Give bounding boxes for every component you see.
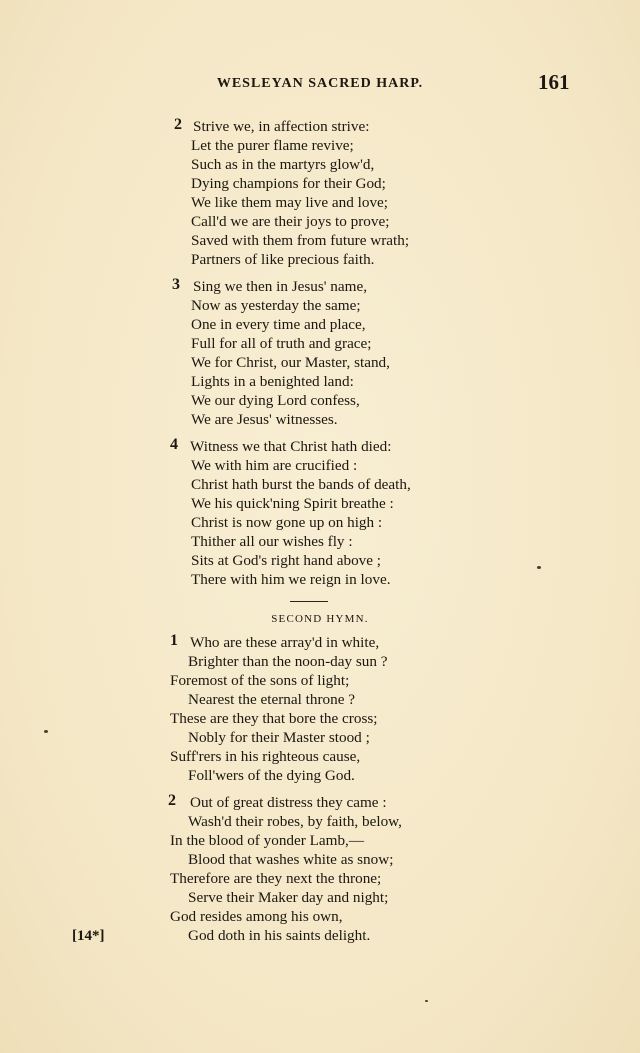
page-number: 161 [538, 70, 570, 94]
verse-line: Brighter than the noon-day sun ? [188, 653, 388, 670]
verse-line: Partners of like precious faith. [191, 251, 375, 268]
verse-line: Wash'd their robes, by faith, below, [188, 813, 402, 830]
verse-line: One in every time and place, [191, 316, 366, 333]
verse-line: God resides among his own, [170, 908, 343, 925]
verse-line: Christ is now gone up on high : [191, 514, 383, 531]
verse-line: Saved with them from future wrath; [191, 232, 410, 249]
verse-line: Sing we then in Jesus' name, [193, 278, 367, 295]
verse-line: Foll'wers of the dying God. [188, 767, 355, 784]
verse-line: Christ hath burst the bands of death, [191, 476, 411, 493]
verse-line: Nearest the eternal throne ? [188, 691, 355, 708]
verse-line: Now as yesterday the same; [191, 297, 361, 314]
running-head: WESLEYAN SACRED HARP. [216, 76, 424, 91]
stanza-number: 4 [170, 436, 178, 453]
stanza-number: 2 [174, 116, 182, 133]
verse-line: Serve their Maker day and night; [188, 889, 389, 906]
stanza-number: 2 [168, 792, 176, 809]
verse-line: Thither all our wishes fly : [191, 533, 353, 550]
verse-line: There with him we reign in love. [191, 571, 391, 588]
second-hymn-heading: SECOND HYMN. [271, 613, 369, 625]
verse-line: Sits at God's right hand above ; [191, 552, 382, 569]
verse-line: Therefore are they next the throne; [170, 870, 382, 887]
verse-line: Nobly for their Master stood ; [188, 729, 370, 746]
verse-line: Who are these array'd in white, [190, 634, 380, 651]
verse-line: Let the purer flame revive; [191, 137, 354, 154]
verse-line: Dying champions for their God; [191, 175, 386, 192]
verse-line: We for Christ, our Master, stand, [191, 354, 390, 371]
verse-line: Foremost of the sons of light; [170, 672, 350, 689]
verse-line: Out of great distress they came : [190, 794, 387, 811]
verse-line: We with him are crucified : [191, 457, 358, 474]
ink-speck [44, 730, 48, 733]
section-divider [290, 601, 328, 602]
verse-line: Lights in a benighted land: [191, 373, 354, 390]
verse-line: In the blood of yonder Lamb,— [170, 832, 365, 849]
verse-line: We like them may live and love; [191, 194, 388, 211]
stanza-number: 1 [170, 632, 178, 649]
verse-line: Full for all of truth and grace; [191, 335, 372, 352]
stanza-number: 3 [172, 276, 180, 293]
verse-line: God doth in his saints delight. [188, 927, 371, 944]
verse-line: We his quick'ning Spirit breathe : [191, 495, 394, 512]
verse-line: These are they that bore the cross; [170, 710, 378, 727]
verse-line: Such as in the martyrs glow'd, [191, 156, 375, 173]
ink-speck [537, 566, 541, 569]
ink-speck [425, 1000, 428, 1002]
verse-line: We our dying Lord confess, [191, 392, 360, 409]
verse-line: We are Jesus' witnesses. [191, 411, 338, 428]
verse-line: Strive we, in affection strive: [193, 118, 370, 135]
signature-mark: [14*] [72, 928, 105, 944]
verse-line: Blood that washes white as snow; [188, 851, 394, 868]
verse-line: Call'd we are their joys to prove; [191, 213, 390, 230]
verse-line: Suff'rers in his righteous cause, [170, 748, 361, 765]
verse-line: Witness we that Christ hath died: [190, 438, 392, 455]
